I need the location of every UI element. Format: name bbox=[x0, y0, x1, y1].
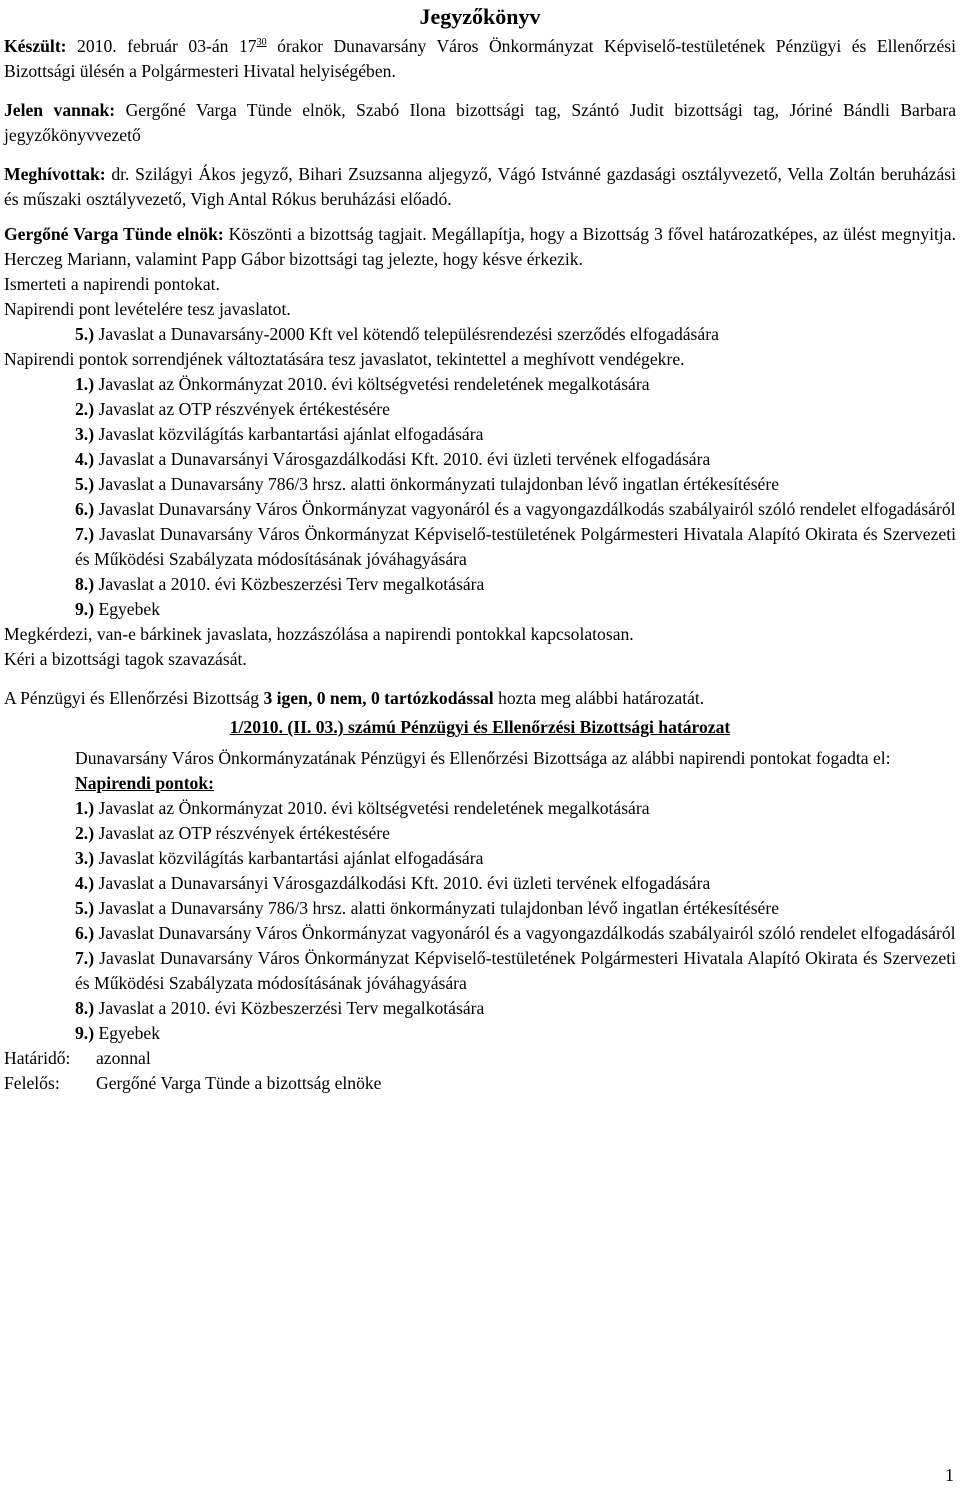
agenda-item bbox=[75, 447, 956, 472]
agenda-item bbox=[75, 796, 956, 821]
vote-prefix: A Pénzügyi és Ellenőrzési Bizottság bbox=[4, 688, 260, 708]
agenda-item-number: 9.) bbox=[75, 599, 95, 619]
agenda-item-text: Egyebek bbox=[98, 1023, 161, 1043]
agenda-list-accepted bbox=[4, 796, 956, 1046]
agenda-item-number: 6.) bbox=[75, 499, 95, 519]
agenda-item-number: 3.) bbox=[75, 848, 95, 868]
agenda-item bbox=[75, 422, 956, 447]
agenda-item bbox=[75, 597, 956, 622]
vote-result: 3 igen, 0 nem, 0 tartózkodással bbox=[263, 688, 494, 708]
removed-item bbox=[75, 322, 956, 347]
agenda-item-text: Javaslat közvilágítás karbantartási ajánlat elfogadására bbox=[98, 424, 484, 444]
chair-line-2: Ismerteti a napirendi pontokat. bbox=[4, 274, 220, 294]
agenda-item-number: 7.) bbox=[75, 948, 95, 968]
agenda-label: Napirendi pontok: bbox=[75, 773, 214, 793]
deadline-label: Határidő: bbox=[4, 1048, 71, 1068]
responsible-value: Gergőné Varga Tünde a bizottság elnöke bbox=[96, 1073, 382, 1093]
prepared-paragraph bbox=[4, 34, 956, 84]
chair-text: Köszönti a bizottság tagjait. Megállapítja, hogy a Bizottság 3 fővel határozatképes, az ülést megnyitja. Herczeg Mariann, valamint Papp Gábor bizottsági tag jelezte, hogy késve érkezik. bbox=[4, 224, 956, 269]
chair-paragraph bbox=[4, 222, 956, 272]
agenda-item bbox=[75, 996, 956, 1021]
agenda-item-number: 2.) bbox=[75, 823, 95, 843]
agenda-item-text: Javaslat Dunavarsány Város Önkormányzat Képviselő-testületének Polgármesteri Hivatala Alapító Okirata és Szervezeti és Működési Szabályzata módosításának jóváhagyására bbox=[75, 524, 956, 569]
agenda-item-text: Javaslat Dunavarsány Város Önkormányzat vagyonáról és a vagyongazdálkodás szabályairól szóló rendelet elfogadásáról bbox=[98, 923, 956, 943]
agenda-item-text: Javaslat a Dunavarsányi Városgazdálkodási Kft. 2010. évi üzleti tervének elfogadására bbox=[98, 873, 711, 893]
agenda-item-number: 9.) bbox=[75, 1023, 95, 1043]
deadline-value: azonnal bbox=[96, 1048, 151, 1068]
chair-line-3: Napirendi pont levételére tesz javaslatot. bbox=[4, 299, 291, 319]
agenda-item bbox=[75, 497, 956, 522]
agenda-item-text: Javaslat közvilágítás karbantartási ajánlat elfogadására bbox=[98, 848, 484, 868]
agenda-item-number: 2.) bbox=[75, 399, 95, 419]
present-label: Jelen vannak: bbox=[4, 100, 116, 120]
agenda-item bbox=[75, 1021, 956, 1046]
agenda-item bbox=[75, 522, 956, 572]
agenda-item-text: Javaslat a Dunavarsány 786/3 hrsz. alatti önkormányzati tulajdonban lévő ingatlan értékesítésére bbox=[98, 898, 780, 918]
agenda-item bbox=[75, 472, 956, 497]
agenda-item-number: 4.) bbox=[75, 873, 95, 893]
vote-request-text: Kéri a bizottsági tagok szavazását. bbox=[4, 649, 247, 669]
responsible-line bbox=[4, 1071, 956, 1096]
agenda-item-number: 3.) bbox=[75, 424, 95, 444]
agenda-item-text: Javaslat Dunavarsány Város Önkormányzat Képviselő-testületének Polgármesteri Hivatala Alapító Okirata és Szervezeti és Működési Szabályzata módosításának jóváhagyására bbox=[75, 948, 956, 993]
agenda-item-text: Javaslat a Dunavarsány 786/3 hrsz. alatti önkormányzati tulajdonban lévő ingatlan értékesítésére bbox=[98, 474, 780, 494]
agenda-item bbox=[75, 372, 956, 397]
agenda-item-number: 5.) bbox=[75, 474, 95, 494]
agenda-item bbox=[75, 572, 956, 597]
responsible-label: Felelős: bbox=[4, 1073, 60, 1093]
vote-suffix: hozta meg alábbi határozatát. bbox=[498, 688, 705, 708]
deadline-line bbox=[4, 1046, 956, 1071]
removed-item-text: Javaslat a Dunavarsány-2000 Kft vel kötendő településrendezési szerződés elfogadására bbox=[98, 324, 719, 344]
agenda-item bbox=[75, 846, 956, 871]
present-text: Gergőné Varga Tünde elnök, Szabó Ilona bizottsági tag, Szántó Judit bizottsági tag, Jóriné Bándli Barbara jegyzőkönyvvezető bbox=[4, 100, 956, 145]
agenda-item bbox=[75, 946, 956, 996]
agenda-item bbox=[75, 871, 956, 896]
document-title: Jegyzőkönyv bbox=[419, 4, 541, 29]
page-number: 1 bbox=[945, 1465, 954, 1485]
agenda-item-text: Javaslat az Önkormányzat 2010. évi költségvetési rendeletének megalkotására bbox=[98, 798, 650, 818]
invited-text: dr. Szilágyi Ákos jegyző, Bihari Zsuzsanna aljegyző, Vágó Istvánné gazdasági osztályvezető, Vella Zoltán beruházási és műszaki osztályvezető, Vigh Antal Rókus beruházási előadó. bbox=[4, 164, 956, 209]
prepared-time-minutes: 30 bbox=[256, 37, 267, 49]
agenda-item-text: Javaslat a 2010. évi Közbeszerzési Terv megalkotására bbox=[98, 574, 485, 594]
agenda-item-number: 8.) bbox=[75, 574, 95, 594]
agenda-item bbox=[75, 397, 956, 422]
reorder-text: Napirendi pontok sorrendjének változtatására tesz javaslatot, tekintettel a meghívott vendégekre. bbox=[4, 349, 685, 369]
resolution-title: 1/2010. (II. 03.) számú Pénzügyi és Ellenőrzési Bizottsági határozat bbox=[229, 717, 731, 737]
agenda-item-text: Javaslat az OTP részvények értékestésére bbox=[98, 823, 390, 843]
agenda-item-number: 1.) bbox=[75, 798, 95, 818]
agenda-item-number: 7.) bbox=[75, 524, 95, 544]
chair-label: Gergőné Varga Tünde elnök: bbox=[4, 224, 224, 244]
document-page bbox=[4, 0, 956, 1096]
agenda-item-number: 4.) bbox=[75, 449, 95, 469]
resolution-intro: Dunavarsány Város Önkormányzatának Pénzügyi és Ellenőrzési Bizottsága az alábbi napirendi pontokat fogadta el: bbox=[75, 748, 891, 768]
removed-item-number: 5.) bbox=[75, 324, 95, 344]
agenda-item-number: 8.) bbox=[75, 998, 95, 1018]
agenda-item-number: 6.) bbox=[75, 923, 95, 943]
agenda-item-number: 5.) bbox=[75, 898, 95, 918]
agenda-item-text: Javaslat a 2010. évi Közbeszerzési Terv megalkotására bbox=[98, 998, 485, 1018]
prepared-date: 2010. február 03-án 17 bbox=[77, 36, 257, 56]
agenda-item-text: Javaslat Dunavarsány Város Önkormányzat vagyonáról és a vagyongazdálkodás szabályairól szóló rendelet elfogadásáról bbox=[98, 499, 956, 519]
present-paragraph bbox=[4, 98, 956, 148]
vote-result-paragraph bbox=[4, 686, 956, 711]
prepared-text: órakor Dunavarsány Város Önkormányzat Képviselő-testületének Pénzügyi és Ellenőrzési Bizottsági ülésén a Polgármesteri Hivatal helyiségében. bbox=[4, 36, 956, 81]
invited-label: Meghívottak: bbox=[4, 164, 106, 184]
invited-paragraph bbox=[4, 162, 956, 212]
agenda-item-text: Javaslat az OTP részvények értékestésére bbox=[98, 399, 390, 419]
agenda-item-text: Javaslat az Önkormányzat 2010. évi költségvetési rendeletének megalkotására bbox=[98, 374, 650, 394]
agenda-item-text: Javaslat a Dunavarsányi Városgazdálkodási Kft. 2010. évi üzleti tervének elfogadására bbox=[98, 449, 711, 469]
question-text: Megkérdezi, van-e bárkinek javaslata, hozzászólása a napirendi pontokkal kapcsolatosan. bbox=[4, 624, 634, 644]
agenda-item bbox=[75, 921, 956, 946]
agenda-item bbox=[75, 896, 956, 921]
prepared-label: Készült: bbox=[4, 36, 67, 56]
agenda-item-text: Egyebek bbox=[98, 599, 161, 619]
agenda-item-number: 1.) bbox=[75, 374, 95, 394]
agenda-list-proposed bbox=[4, 372, 956, 622]
agenda-item bbox=[75, 821, 956, 846]
